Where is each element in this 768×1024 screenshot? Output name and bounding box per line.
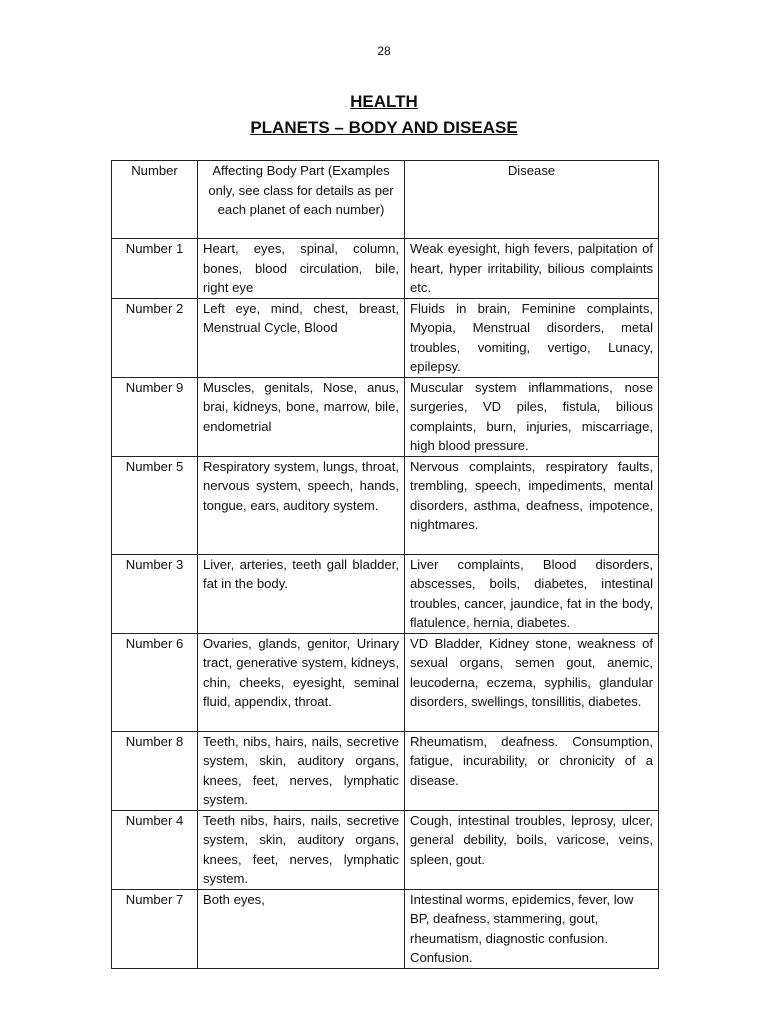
row-disease: Liver complaints, Blood disorders, abscesses, boils, diabetes, intestinal troubles, cancer, jaundice, fat in the body, flatulence, hernia, diabetes. — [405, 554, 659, 633]
table-row — [112, 298, 659, 377]
row-disease: Weak eyesight, high fevers, palpitation of heart, hyper irritability, bilious complaints etc. — [405, 239, 659, 299]
row-body-part: Ovaries, glands, genitor, Urinary tract, generative system, kidneys, chin, cheeks, eyesight, seminal fluid, appendix, throat. — [198, 633, 405, 731]
header-number: Number — [112, 161, 198, 239]
row-body-part: Muscles, genitals, Nose, anus, brai, kidneys, bone, marrow, bile, endometrial — [198, 377, 405, 456]
header-disease: Disease — [405, 161, 659, 239]
row-number: Number 8 — [112, 731, 198, 810]
row-body-part: Liver, arteries, teeth gall bladder, fat in the body. — [198, 554, 405, 633]
row-number: Number 3 — [112, 554, 198, 633]
table-row — [112, 731, 659, 810]
row-disease: Fluids in brain, Feminine complaints, Myopia, Menstrual disorders, metal troubles, vomiting, vertigo, Lunacy, epilepsy. — [405, 298, 659, 377]
row-disease: Intestinal worms, epidemics, fever, low BP, deafness, stammering, gout, rheumatism, diagnostic confusion. Confusion. — [405, 889, 659, 968]
page-subtitle: PLANETS – BODY AND DISEASE — [250, 118, 518, 137]
table-row — [112, 456, 659, 554]
row-body-part: Both eyes, — [198, 889, 405, 968]
row-body-part: Left eye, mind, chest, breast, Menstrual Cycle, Blood — [198, 298, 405, 377]
row-number: Number 1 — [112, 239, 198, 299]
row-disease: Rheumatism, deafness. Consumption, fatigue, incurability, or chronicity of a disease. — [405, 731, 659, 810]
row-disease: Muscular system inflammations, nose surgeries, VD piles, fistula, bilious complaints, burn, injuries, miscarriage, high blood pressure. — [405, 377, 659, 456]
row-body-part: Teeth nibs, hairs, nails, secretive system, skin, auditory organs, knees, feet, nerves, lymphatic system. — [198, 810, 405, 889]
table-row — [112, 633, 659, 731]
table-row — [112, 889, 659, 968]
row-number: Number 2 — [112, 298, 198, 377]
page-number: 28 — [377, 44, 391, 58]
row-number: Number 9 — [112, 377, 198, 456]
row-body-part: Teeth, nibs, hairs, nails, secretive system, skin, auditory organs, knees, feet, nerves, lymphatic system. — [198, 731, 405, 810]
table-header-row — [112, 161, 659, 239]
row-number: Number 6 — [112, 633, 198, 731]
row-disease: Nervous complaints, respiratory faults, trembling, speech, impediments, mental disorders, asthma, deafness, impotence, nightmares. — [405, 456, 659, 554]
table-row — [112, 239, 659, 299]
row-disease: Cough, intestinal troubles, leprosy, ulcer, general debility, boils, varicose, veins, spleen, gout. — [405, 810, 659, 889]
row-number: Number 7 — [112, 889, 198, 968]
health-table — [111, 160, 659, 969]
table-row — [112, 377, 659, 456]
header-body-part: Affecting Body Part (Examples only, see class for details as per each planet of each number) — [198, 161, 405, 239]
row-disease: VD Bladder, Kidney stone, weakness of sexual organs, semen gout, anemic, leucoderna, eczema, syphilis, glandular disorders, swellings, tonsillitis, diabetes. — [405, 633, 659, 731]
row-number: Number 4 — [112, 810, 198, 889]
row-number: Number 5 — [112, 456, 198, 554]
row-body-part: Heart, eyes, spinal, column, bones, blood circulation, bile, right eye — [198, 239, 405, 299]
table-row — [112, 554, 659, 633]
page-title: HEALTH — [350, 92, 418, 111]
table-row — [112, 810, 659, 889]
row-body-part: Respiratory system, lungs, throat, nervous system, speech, hands, tongue, ears, auditory system. — [198, 456, 405, 554]
